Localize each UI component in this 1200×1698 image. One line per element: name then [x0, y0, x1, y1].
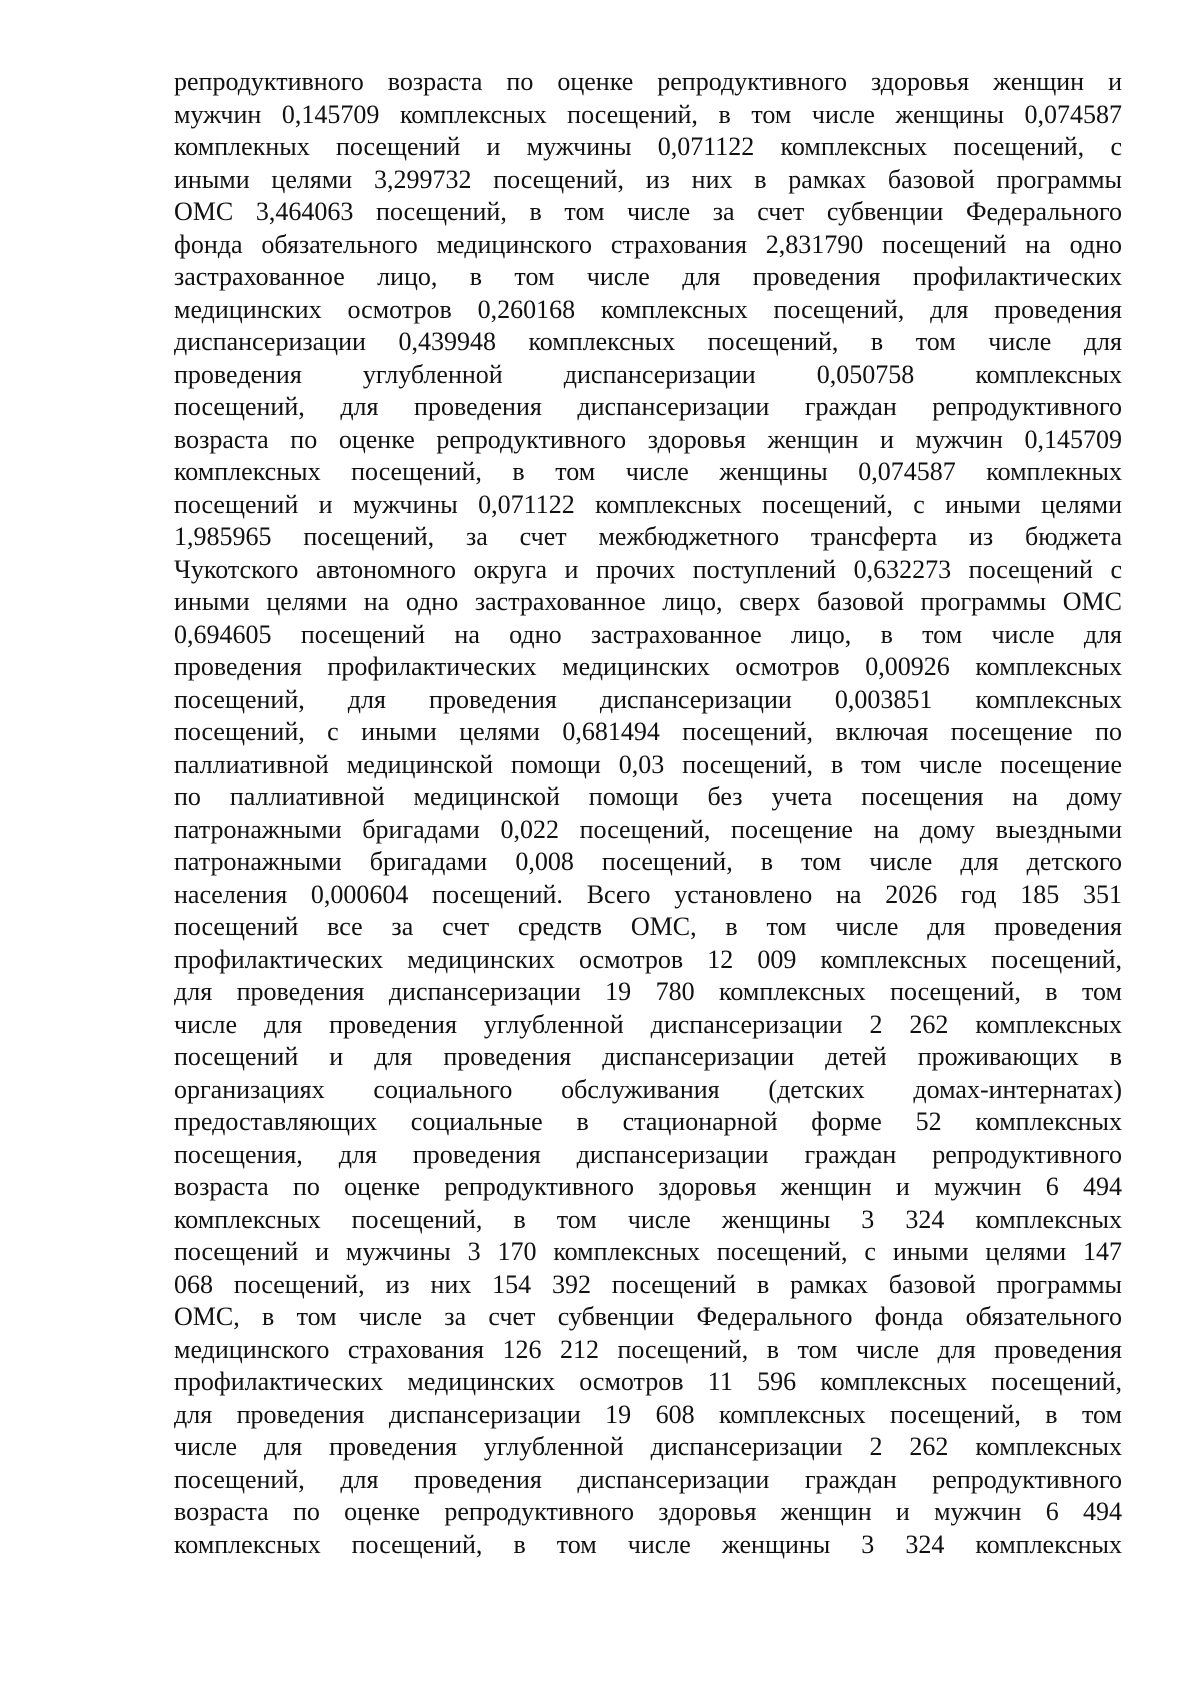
text-line: 1,985965 посещений, за счет межбюджетного трансферта из бюджета	[174, 522, 1122, 551]
text-line: числе для проведения углубленной диспансеризации 2 262 комплексных	[174, 1009, 1122, 1039]
text-line: медицинских осмотров 0,260168 комплексных посещений, для проведения	[174, 294, 1122, 324]
text-line: организациях социального обслуживания (детских домах-интернатах)	[174, 1074, 1122, 1104]
text-line: ОМС, в том числе за счет субвенции Федерального фонда обязательного	[174, 1302, 1122, 1331]
text-line: возраста по оценке репродуктивного здоровья женщин и мужчин 0,145709	[174, 424, 1122, 454]
text-line: комплексных посещений, в том числе женщины 3 324 комплексных	[174, 1529, 1122, 1559]
text-line: посещений, для проведения диспансеризации 0,003851 комплексных	[174, 684, 1122, 714]
text-line: возраста по оценке репродуктивного здоровья женщин и мужчин 6 494	[174, 1497, 1122, 1526]
text-line: комплекных посещений и мужчины 0,071122 комплексных посещений, с	[174, 132, 1122, 161]
text-line: фонда обязательного медицинского страхования 2,831790 посещений на одно	[174, 229, 1122, 259]
text-line: иными целями 3,299732 посещений, из них в рамках базовой программы	[174, 164, 1122, 194]
document-page	[174, 66, 1122, 1656]
text-line: населения 0,000604 посещений. Всего установлено на 2026 год 185 351	[174, 879, 1122, 909]
text-line: репродуктивного возраста по оценке репродуктивного здоровья женщин и	[174, 67, 1122, 96]
text-line: профилактических медицинских осмотров 12 009 комплексных посещений,	[174, 944, 1122, 974]
text-line: комплексных посещений, в том числе женщины 0,074587 комплекных	[174, 457, 1122, 486]
text-line: Чукотского автономного округа и прочих поступлений 0,632273 посещений с	[174, 554, 1122, 584]
text-line: комплексных посещений, в том числе женщины 3 324 комплексных	[174, 1204, 1122, 1234]
text-line: мужчин 0,145709 комплексных посещений, в том числе женщины 0,074587	[174, 99, 1122, 129]
text-line: посещений и для проведения диспансеризации детей проживающих в	[174, 1042, 1122, 1071]
text-line: посещений, для проведения диспансеризации граждан репродуктивного	[174, 392, 1122, 421]
text-line: диспансеризации 0,439948 комплексных посещений, в том числе для	[174, 327, 1122, 356]
text-line: медицинского страхования 126 212 посещений, в том числе для проведения	[174, 1334, 1122, 1364]
text-line: ОМС 3,464063 посещений, в том числе за счет субвенции Федерального	[174, 197, 1122, 226]
text-line: возраста по оценке репродуктивного здоровья женщин и мужчин 6 494	[174, 1172, 1122, 1201]
text-line: числе для проведения углубленной диспансеризации 2 262 комплексных	[174, 1432, 1122, 1461]
text-line: 068 посещений, из них 154 392 посещений в рамках базовой программы	[174, 1269, 1122, 1299]
text-line: посещений все за счет средств ОМС, в том числе для проведения	[174, 912, 1122, 941]
text-line: по паллиативной медицинской помощи без учета посещения на дому	[174, 782, 1122, 811]
text-line: 0,694605 посещений на одно застрахованное лицо, в том числе для	[174, 619, 1122, 649]
text-line: посещений и мужчины 0,071122 комплексных посещений, с иными целями	[174, 489, 1122, 519]
text-line: посещения, для проведения диспансеризации граждан репродуктивного	[174, 1139, 1122, 1169]
text-line: проведения углубленной диспансеризации 0,050758 комплексных	[174, 359, 1122, 389]
text-line: посещений, с иными целями 0,681494 посещений, включая посещение по	[174, 717, 1122, 746]
text-line: застрахованное лицо, в том числе для проведения профилактических	[174, 262, 1122, 291]
text-line: профилактических медицинских осмотров 11 596 комплексных посещений,	[174, 1367, 1122, 1396]
text-line: посещений, для проведения диспансеризации граждан репродуктивного	[174, 1464, 1122, 1494]
text-line: проведения профилактических медицинских осмотров 0,00926 комплексных	[174, 652, 1122, 681]
text-line: посещений и мужчины 3 170 комплексных посещений, с иными целями 147	[174, 1237, 1122, 1266]
text-line: патронажными бригадами 0,022 посещений, посещение на дому выездными	[174, 814, 1122, 844]
text-line: для проведения диспансеризации 19 780 комплексных посещений, в том	[174, 977, 1122, 1006]
text-line: иными целями на одно застрахованное лицо, сверх базовой программы ОМС	[174, 587, 1122, 616]
text-line: для проведения диспансеризации 19 608 комплексных посещений, в том	[174, 1399, 1122, 1429]
text-line: патронажными бригадами 0,008 посещений, в том числе для детского	[174, 847, 1122, 876]
text-line: предоставляющих социальные в стационарной форме 52 комплексных	[174, 1107, 1122, 1136]
text-line: паллиативной медицинской помощи 0,03 посещений, в том числе посещение	[174, 749, 1122, 779]
